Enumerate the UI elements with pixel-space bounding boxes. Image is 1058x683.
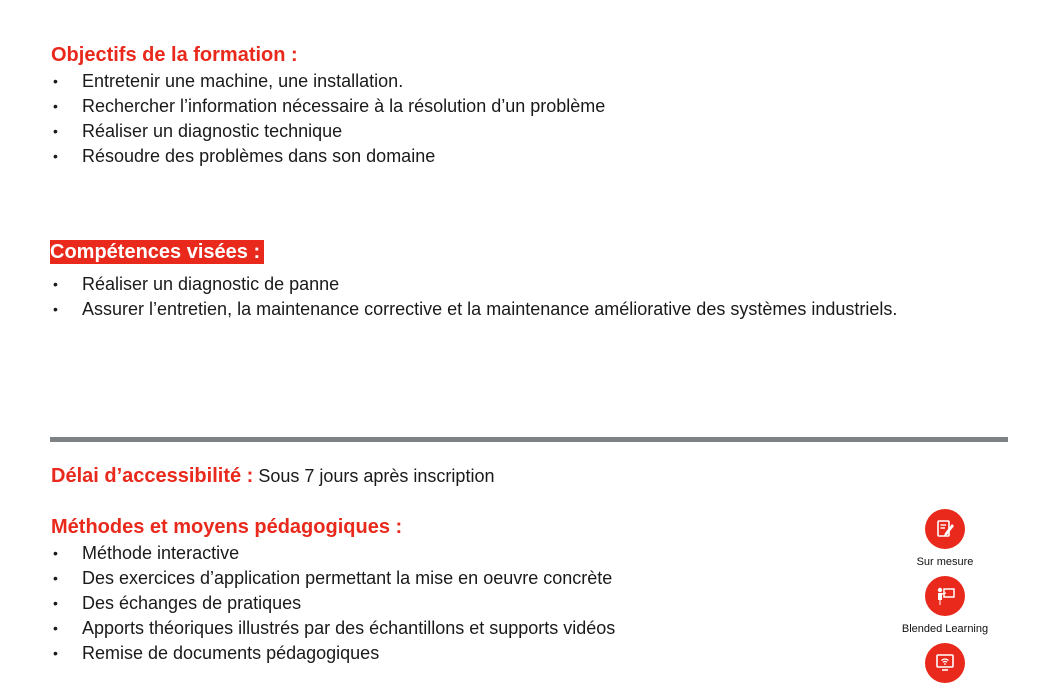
list-item: • Remise de documents pédagogiques	[53, 643, 380, 663]
methodes-heading: Méthodes et moyens pédagogiques :	[51, 516, 403, 538]
methodes-list	[50, 541, 970, 666]
list-item: • Réaliser un diagnostic de panne	[53, 274, 340, 294]
list-item: • Rechercher l’information nécessaire à la résolution d’un problème	[53, 96, 606, 116]
badge-label: Blended Learning	[901, 623, 989, 635]
list-item: • Entretenir une machine, une installation.	[53, 71, 404, 91]
objectifs-heading: Objectifs de la formation :	[51, 44, 298, 66]
objectifs-list	[50, 69, 970, 169]
badge-label: Sur mesure	[916, 556, 974, 568]
badge-online	[880, 643, 1010, 683]
presenter-board-icon	[925, 576, 965, 616]
competences-list	[50, 272, 970, 322]
competences-heading: Compétences visées :	[50, 240, 264, 264]
wifi-monitor-icon	[925, 643, 965, 683]
list-item: • Assurer l’entretien, la maintenance corrective et la maintenance améliorative des systèmes industriels.	[53, 299, 898, 319]
list-item: • Réaliser un diagnostic technique	[53, 121, 343, 141]
list-item: • Résoudre des problèmes dans son domaine	[53, 146, 436, 166]
delai-value: Sous 7 jours après inscription	[258, 466, 495, 486]
list-item: • Des exercices d’application permettant la mise en oeuvre concrète	[53, 568, 613, 588]
section-divider	[50, 437, 1008, 442]
edit-document-icon	[925, 509, 965, 549]
badge-sur-mesure	[880, 509, 1010, 569]
delai-label: Délai d’accessibilité :	[51, 465, 254, 487]
list-item: • Apports théoriques illustrés par des échantillons et supports vidéos	[53, 618, 616, 638]
badge-blended-learning	[880, 576, 1010, 636]
list-item: • Méthode interactive	[53, 543, 240, 563]
list-item: • Des échanges de pratiques	[53, 593, 302, 613]
delai-line	[51, 464, 494, 489]
